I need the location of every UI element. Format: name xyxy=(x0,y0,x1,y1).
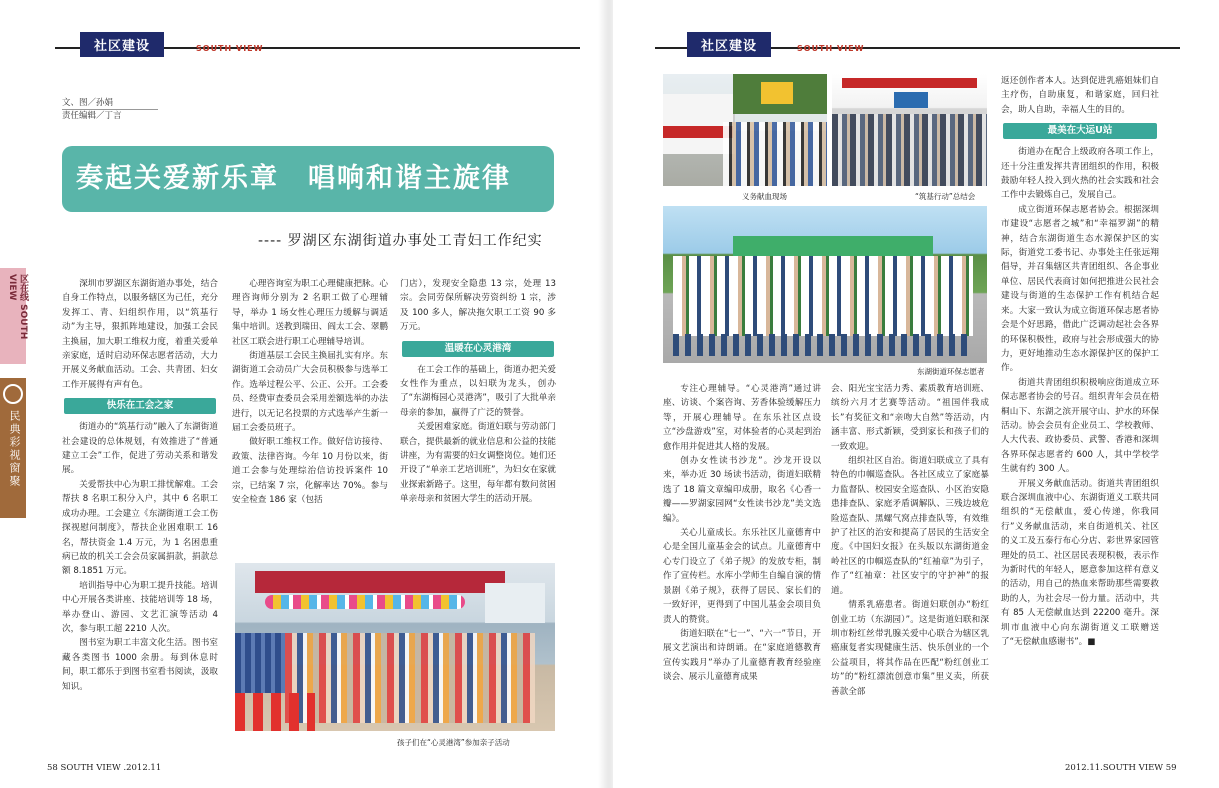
paragraph: 关爱困难家庭。街道妇联与劳动部门联合，提供最新的就业信息和公益的技能讲座，为有需要的妇女调整岗位。她们还开设了“单亲工艺培训班”，为妇女在家就业探索新路子。这里，每年都有数问贫困单亲母亲和贫困大学生的活动开展。 xyxy=(400,422,556,505)
paragraph: 街道基层工会民主换届扎实有序。东湖街道工会动员广大会员积极参与选举工作。选举过程公平、公正、公开。工会委员、经费审查委员会采用差额选举的办法进行，以无记名投票的方式选举产生新一届工会委员班子。 xyxy=(232,351,388,434)
paragraph: 门店），发现安全隐患 13 宗，处理 13 宗。会同劳保所解决劳资纠纷 1 宗，涉及 100 多人，解决拖欠职工工资 90 多万元。 xyxy=(400,279,556,333)
byline-editor: 责任编辑／丁言 xyxy=(62,109,158,122)
left-page xyxy=(0,0,606,788)
paragraph: 图书室为职工丰富文化生活。图书室藏各类图书 1000 余册。每到休息时间，职工都乐于到图书室看书阅读，汲取知识。 xyxy=(62,638,218,692)
photo-summary-meeting xyxy=(832,74,987,186)
paragraph: 会、阳光宝宝活力秀、素质教育培训班、缤纷六月才艺赛等活动。“祖国伴我成长”有奖征文和“亲吻大自然”等活动，内涵丰富、形式新颖，受到家长和孩子们的一致欢迎。 xyxy=(831,384,989,452)
section-heading: 快乐在工会之家 xyxy=(64,398,216,414)
caption-meeting: “筑基行动”总结会 xyxy=(915,192,976,201)
paragraph: 开展义务献血活动。街道共青团组织联合深圳血液中心、东湖街道义工联共同组织的“无偿献血，爱心传递，你我同行”义务献血活动，来自街道机关、社区的义工及五泰行布心分店、彩世界家园管理处的员工、社区居民表现积极，表示作为新时代的年轻人，愿意参加这样有意义的活动，用自己的热血来帮助那些需要救助的人，为社会尽一份力量。活动中，共有 85 人无偿献血达到 22200 毫升。深圳市血液中心向东湖街道义工联赠送了“无偿献血感谢书”。■ xyxy=(1001,478,1159,648)
sign-board xyxy=(761,82,793,104)
sidebar-emblem-icon xyxy=(3,384,23,404)
left-column-2 xyxy=(232,277,388,559)
paragraph: 关爱帮扶中心为职工排忧解难。工会帮扶 8 名职工积分入户，其中 6 名职工成功办理。工会建立《东湖街道工会工伤探视慰问制度》，帮扶企业困难职工 16 名，帮扶资金 1.4 万元，为 1 名困患重病已故的机关工会会员家属捐款，捐款总额 8.1851 万元。 xyxy=(62,479,218,577)
paragraph: 情系乳癌患者。街道妇联创办“粉红创业工坊（东湖园）”。这是街道妇联和深圳市粉红丝带乳腺关爱中心联合为辖区乳癌康复者实现健康生活、快乐创业的一个公益项目，将其作品在匹配“粉红创业工坊”的“粉红漂流创意市集”里义卖，所获善款全部 xyxy=(831,600,989,697)
caption-volunteers: 东湖街道环保志愿者 xyxy=(917,367,985,376)
section-tag: 社区建设 xyxy=(687,32,771,57)
photo-blood-donation xyxy=(663,74,827,186)
left-column-3 xyxy=(400,277,556,559)
paragraph: 深圳市罗湖区东湖街道办事处，结合自身工作特点，以服务辖区为己任，充分发挥工、青、妇组织作用，以“筑基行动”为主导，狠抓阵地建设，加强工会民主换届，加大职工维权力度，着重关爱单亲家庭，适时启动环保志愿者活动，大力开展义务献血活动。工会、共青团、妇女工作开展得有声有色。 xyxy=(62,279,218,390)
section-tag: 社区建设 xyxy=(80,32,164,57)
section-heading: 最美在大运U站 xyxy=(1003,123,1157,139)
caption-left-photo: 孩子们在“心灵港湾”参加亲子活动 xyxy=(397,738,510,747)
byline xyxy=(62,97,158,122)
volunteer-group xyxy=(673,256,973,336)
paragraph: 专注心理辅导。“心灵港湾”通过讲座、访谈、个案咨询、芳香体验缓解压力等，开展心理辅导。在东乐社区点设立“沙盘游戏”室，对体验者的心灵起到治愈作用并促进其人格的发展。 xyxy=(663,384,821,452)
paragraph: 街道共青团组织积极响应街道成立环保志愿者协会的号召。组织青年会员在梧桐山下、东湖之滨开展守山、护水的环保活动。协会会员有企业员工、学校教师、人大代表、政协委员、武警、香港和深圳各界环保志愿者约 600 人，其中学校学生就有约 300 人。 xyxy=(1001,377,1159,475)
photo-volunteers xyxy=(663,206,987,363)
byline-author: 文、图／孙娟 xyxy=(62,98,114,108)
stage-screen xyxy=(485,583,545,623)
chairs xyxy=(235,633,285,693)
caption-blood: 义务献血现场 xyxy=(742,192,787,201)
section-tag-en: SOUTH VIEW xyxy=(797,44,865,53)
balloons xyxy=(265,595,465,609)
article-title: 奏起关爱新乐章 唱响和谐主旋律 xyxy=(62,146,554,212)
section-heading: 温暖在心灵港湾 xyxy=(402,341,554,357)
folio-right: 2012.11.SOUTH VIEW 59 xyxy=(1065,763,1177,773)
children-group xyxy=(285,633,535,723)
right-column-3 xyxy=(1001,74,1159,754)
paragraph: 培训指导中心为职工提升技能。培训中心开展各类讲座、技能培训等 18 场，举办登山、游园、文艺汇演等活动 4 次，参与职工超 2210 人次。 xyxy=(62,580,218,634)
volunteer-legs xyxy=(673,334,973,356)
sidebar-top-label: 区在线 SOUTH VIEW xyxy=(7,274,28,340)
volunteer-banner xyxy=(733,236,933,258)
paragraph: 街道妇联在“七一”、“六一”节日，开展文艺演出和诗朗诵。在“家庭道德教育宣传实践月”举办了儿童德育教育经验座谈会、展示儿童德育成果 xyxy=(663,628,821,683)
paragraph: 街道办在配合上级政府各项工作上，还十分注重发挥共青团组织的作用，积极鼓励年轻人投入到火热的社会实践和社会工作中去锻炼自己，发展自己。 xyxy=(1001,147,1159,201)
left-column-1 xyxy=(62,277,218,747)
right-column-2 xyxy=(831,382,989,752)
sidebar-tab-bottom xyxy=(0,378,26,518)
audience xyxy=(832,114,987,186)
article-subtitle: ---- 罗湖区东湖街道办事处工青妇工作纪实 xyxy=(258,233,543,249)
paragraph: 做好职工维权工作。做好信访接待、政策、法律咨询。今年 10 月份以来，街道工会参与处理综治信访投诉案件 10 宗，已结案 7 宗，化解率达 70%。参与安全检查 186 家（包括 xyxy=(232,437,388,506)
right-page xyxy=(613,0,1219,788)
paragraph: 在工会工作的基础上，街道办把关爱女性作为重点，以妇联为龙头，创办了“东湖梅园心灵港湾”，吸引了大批单亲母亲的参加，赢得了广泛的赞誉。 xyxy=(400,364,556,418)
sidebar-bottom-label: 民典彩视窗聚 xyxy=(8,410,21,488)
paragraph: 组织社区自治。街道妇联成立了具有特色的巾帼巡查队。各社区成立了家庭暴力监督队、校园安全巡查队、小区治安隐患排查队、家庭矛盾调解队、三残边坡危险巡查队、黑螺气窝点排查队等，有效维护了社区的治安和提高了居民的生活安全度。《中国妇女报》在头版以东湖街道金岭社区的巾帼巡查队的“红袖章”为引子，作了“红袖章：社区安宁的守护神”的报道。 xyxy=(831,456,989,596)
sidebar-tab-top xyxy=(0,268,26,364)
meeting-banner xyxy=(842,78,977,88)
paragraph: 心理咨询室为职工心理健康把脉。心理咨询师分别为 2 名职工做了心理辅导，举办 1 场女性心理压力缓解与调适集中培训。送教到瑞田、阎太工会、翠鹏社区工联会进行职工心理辅导培训。 xyxy=(232,279,388,347)
paragraph: 创办女性读书沙龙”。沙龙开设以来，举办近 30 场读书活动，街道妇联精选了 18 篇文章编印成册，取名《心香一瓣——罗湖家园网“女性读书沙龙”美文选编》。 xyxy=(663,456,821,524)
paragraph: 关心儿童成长。东乐社区儿童德育中心是全国儿童基金会的试点。儿童德育中心专门设立了《弟子规》的发放专柜，制作了宣传栏。水库小学师生自编自演的情景剧《弟子规》，获得了居民、家长们的一致好评，更得到了中国儿基金会项目负责人的赞赏。 xyxy=(663,528,821,625)
right-column-1 xyxy=(663,382,821,752)
section-tag-en: SOUTH VIEW xyxy=(196,44,264,53)
folio-left: 58 SOUTH VIEW .2012.11 xyxy=(47,763,162,773)
red-stools xyxy=(235,693,315,731)
paragraph: 成立街道环保志愿者协会。根据深圳市建设“志愿者之城”和“幸福罗湖”的精神，结合东湖街道生态水源保护区的实际，街道党工委书记、办事处主任张远翔倡导，并召集辖区共青团组织、各企事业单位、居民代表商讨如何把推进公民社会建设与街道的生态保护工作有机结合起来。大家一致认为成立街道环保志愿者协会是个好思路，借此广泛调动起社会各界的环保积极性，政府与社会形成强大的协力，更好地推动生态水源保护区的保护工作。 xyxy=(1001,204,1159,374)
paragraph: 街道办的“筑基行动”融入了东湖街道社会建设的总体规划，有效推进了“普通建立工会”工作，促进了劳动关系和谐发展。 xyxy=(62,422,218,476)
meeting-screen xyxy=(894,92,928,108)
photo-parent-child-activity xyxy=(235,563,555,731)
paragraph: 返还创作者本人。达到促进乳癌姐妹们自主疗伤，自助康复，和谐家庭，回归社会，助人自助，幸福人生的目的。 xyxy=(1001,76,1159,115)
stage-banner xyxy=(255,571,505,593)
crowd xyxy=(723,122,827,186)
